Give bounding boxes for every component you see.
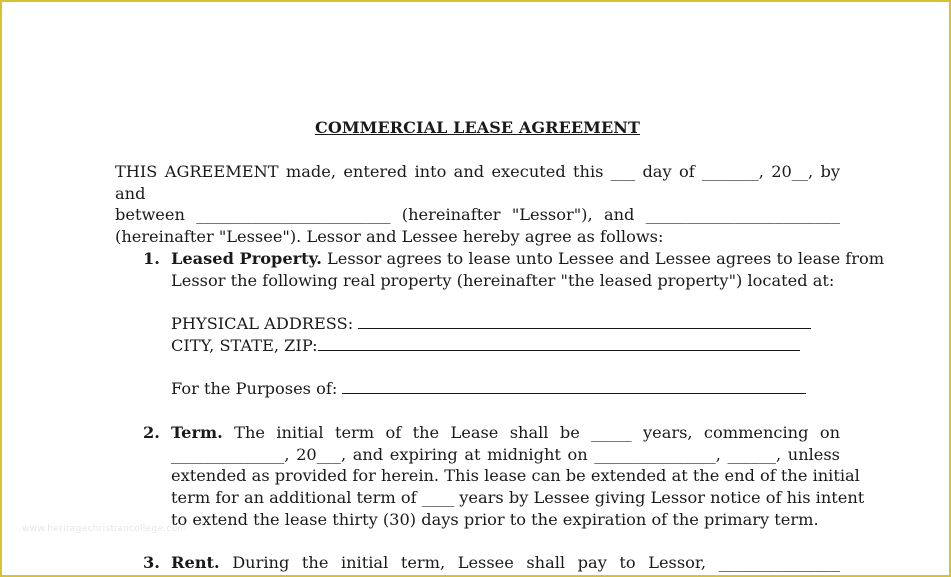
section-text: During the initial term, Lessee shall pay to Lessor, _______________ (219, 553, 840, 572)
section-heading: Term. (171, 423, 223, 442)
physical-address-blank[interactable] (358, 313, 811, 329)
section-line: extended as provided for herein. This lease can be extended at the end of the initial (171, 466, 860, 486)
intro-paragraph (115, 161, 840, 248)
section-heading: Rent. (171, 553, 220, 572)
purposes-blank[interactable] (342, 378, 806, 394)
section-line (171, 248, 885, 270)
intro-line-3: (hereinafter "Lessee"). Lessor and Lessee hereby agree as follows: (115, 227, 664, 247)
section-text: The initial term of the Lease shall be _____ years, commencing on (222, 423, 840, 442)
section-number: 1. (143, 249, 160, 268)
section-line (171, 552, 840, 574)
section-line: to extend the lease thirty (30) days prior to the expiration of the primary term. (171, 509, 819, 529)
purposes-label: For the Purposes of: (171, 379, 338, 399)
purposes-field (171, 378, 840, 400)
section-body (171, 248, 885, 291)
city-state-zip-field (171, 335, 840, 357)
city-state-zip-label: CITY, STATE, ZIP: (171, 335, 318, 355)
section-line: Lessor the following real property (hereinafter "the leased property") located at: (171, 270, 835, 290)
section-body (171, 422, 865, 531)
section-number: 2. (143, 423, 160, 442)
section-text: Lessor agrees to lease unto Lessee and Lessee agrees to lease from (321, 249, 885, 268)
intro-line-2: between ________________________ (hereinafter "Lessor"), and ________________________ (115, 205, 840, 225)
section-line (171, 422, 840, 444)
document-title: COMMERCIAL LEASE AGREEMENT (314, 118, 641, 137)
section-line: ______________, 20___, and expiring at midnight on _______________, ______, unless (171, 444, 840, 464)
intro-line-1: THIS AGREEMENT made, entered into and executed this ___ day of _______, 20__, by and (115, 162, 840, 203)
city-state-zip-blank[interactable] (318, 335, 800, 351)
section-heading: Leased Property. (171, 249, 322, 268)
section-number: 3. (143, 553, 160, 572)
physical-address-label: PHYSICAL ADDRESS: (171, 314, 354, 333)
section-line: term for an additional term of ____ years by Lessee giving Lessor notice of his intent (171, 488, 865, 508)
address-fields-body (171, 313, 840, 400)
watermark: www.heritagechristiancollege.com (22, 524, 187, 534)
physical-address-field (171, 313, 840, 335)
section-body (171, 552, 840, 574)
